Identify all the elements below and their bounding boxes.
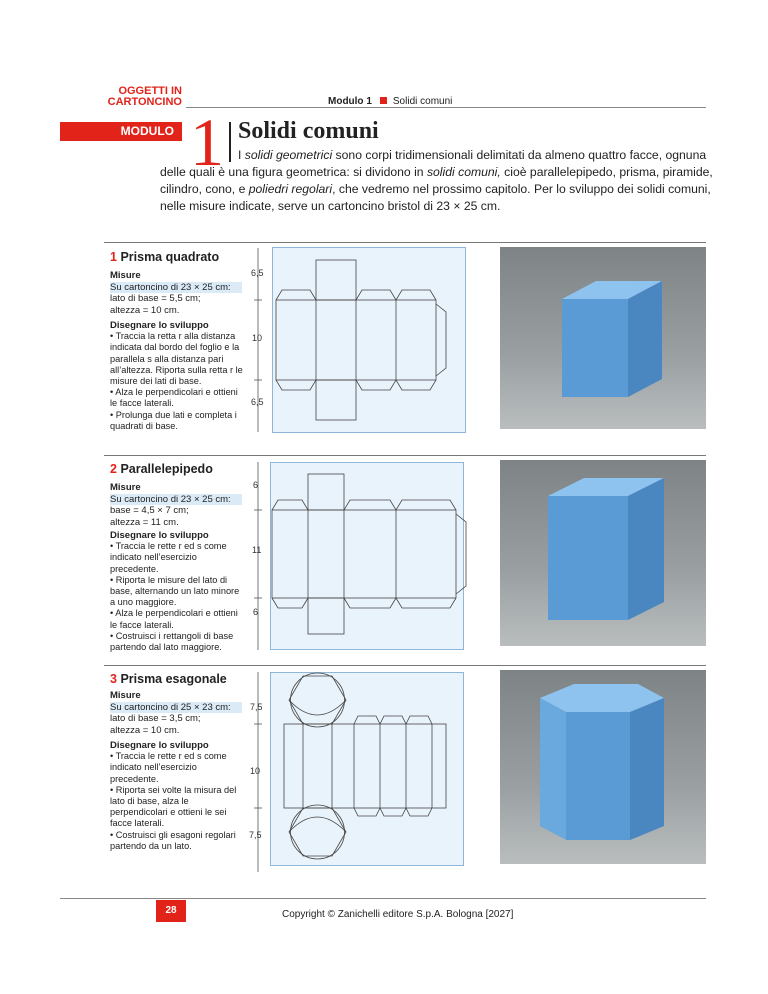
measures-block (110, 482, 242, 528)
page-number: 28 (156, 900, 186, 922)
intro-text: cioè parallelepipedo, prisma, piramide, cilindro, cono, e (160, 165, 713, 196)
steps-block (110, 320, 246, 432)
parallelepiped-net (248, 458, 470, 654)
section-label-line2: CARTONCINO (107, 96, 182, 108)
step-item: • Riporta le misure del lato di base, alternando un lato minore a uno maggiore. (110, 574, 240, 608)
section-number: 1 (110, 250, 117, 264)
module-topic: Solidi comuni (392, 96, 453, 107)
measures-heading: Misure (110, 690, 141, 701)
measures-block (110, 270, 242, 316)
section-name: Prisma quadrato (120, 250, 220, 264)
step-item: • Traccia le rette r ed s come indicato nell’esercizio precedente. (110, 541, 227, 574)
parallelepiped-photo (500, 460, 706, 646)
header-rule (186, 107, 706, 108)
measures-heading: Misure (110, 482, 141, 493)
dimension-label: 6 (253, 607, 259, 617)
measures-block (110, 690, 242, 736)
measures-highlight: Su cartoncino di 25 × 23 cm: (110, 702, 242, 714)
section-name: Parallelepipedo (120, 462, 213, 476)
section-label-line1: OGGETTI IN (118, 85, 182, 97)
module-tag: MODULO (60, 122, 182, 141)
step-item: • Costruisci gli esagoni regolari partendo da un lato. (110, 829, 236, 851)
step-item: • Alza le perpendicolari e ottieni le facce laterali. (110, 608, 238, 630)
square-prism-photo (500, 247, 706, 429)
dimension-label: 10 (252, 333, 263, 343)
dimension-label: 7,5 (249, 830, 262, 840)
step-item: • Alza le perpendicolari e ottieni le facce laterali. (110, 387, 238, 409)
section-rule (104, 455, 706, 456)
hexagonal-prism-photo (500, 670, 706, 864)
intro-term: solidi geometrici (244, 148, 333, 162)
measures-highlight: Su cartoncino di 23 × 25 cm: (110, 494, 242, 506)
measures-heading: Misure (110, 270, 141, 281)
footer-rule (60, 898, 706, 899)
dimension-label: 6,5 (251, 268, 264, 278)
dimension-label: 7,5 (250, 702, 263, 712)
section-title (110, 462, 213, 476)
steps-block (110, 530, 246, 653)
section-title (110, 250, 219, 264)
intro-paragraph (160, 147, 720, 215)
module-label: Modulo 1 (328, 96, 372, 107)
hexagonal-prism-image (500, 670, 706, 864)
measure-line: lato di base = 5,5 cm; (110, 293, 201, 304)
measure-line: altezza = 10 cm. (110, 304, 180, 316)
hexagonal-prism-net (248, 668, 470, 876)
square-prism-image (500, 247, 706, 429)
square-bullet-icon (380, 97, 387, 104)
intro-term: solidi comuni, (426, 165, 501, 179)
measure-line: altezza = 11 cm. (110, 516, 179, 528)
step-item: • Traccia le rette r ed s come indicato nell’esercizio precedente. (110, 751, 227, 784)
section-name: Prisma esagonale (120, 672, 227, 686)
section-label (60, 86, 182, 108)
copyright: Copyright © Zanichelli editore S.p.A. Bologna [2027] (282, 909, 514, 920)
module-number: 1 (190, 104, 224, 180)
intro-text: , che vedremo nel prossimo capitolo. Per lo sviluppo dei solidi comuni, nelle misure indicate, serve un cartoncino bristol di 23 × 25 cm. (160, 182, 711, 213)
section-rule (104, 242, 706, 243)
section-title (110, 672, 227, 686)
steps-heading: Disegnare lo sviluppo (110, 740, 209, 751)
dimension-label: 11 (252, 545, 262, 555)
section-number: 3 (110, 672, 117, 686)
dimension-label: 6 (253, 480, 259, 490)
measure-line: lato di base = 3,5 cm; (110, 713, 201, 724)
measures-highlight: Su cartoncino di 23 × 25 cm: (110, 282, 242, 294)
dimension-label: 10 (250, 766, 261, 776)
parallelepiped-image (500, 460, 706, 646)
steps-heading: Disegnare lo sviluppo (110, 530, 209, 541)
step-item: • Costruisci i rettangoli di base partendo dal lato maggiore. (110, 630, 234, 653)
running-header (328, 96, 452, 107)
square-prism-net (248, 244, 470, 436)
dimension-label: 6,5 (251, 397, 264, 407)
step-item: • Prolunga due lati e completa i quadrati di base. (110, 409, 237, 431)
measure-line: altezza = 10 cm. (110, 724, 180, 736)
section-rule (104, 665, 706, 666)
measure-line: base = 4,5 × 7 cm; (110, 505, 189, 516)
step-item: • Riporta sei volte la misura del lato di base, alza le perpendicolari e ottieni le sei facce laterali. (110, 784, 237, 829)
intro-term: poliedri regolari (248, 182, 333, 196)
steps-heading: Disegnare lo sviluppo (110, 320, 209, 331)
steps-block (110, 740, 246, 852)
step-item: • Traccia la retta r alla distanza indicata dal bordo del foglio e la parallela s alla distanza pari all’altezza. Riporta sulla retta r le misure dei lati di base. (110, 331, 243, 387)
intro-text: sono corpi tridimensionali delimitati da almeno quattro facce, ognuna delle quali è una figura geometrica: si dividono in (160, 148, 707, 179)
section-number: 2 (110, 462, 117, 476)
page-title: Solidi comuni (238, 118, 379, 144)
intro-text: I (238, 148, 245, 162)
